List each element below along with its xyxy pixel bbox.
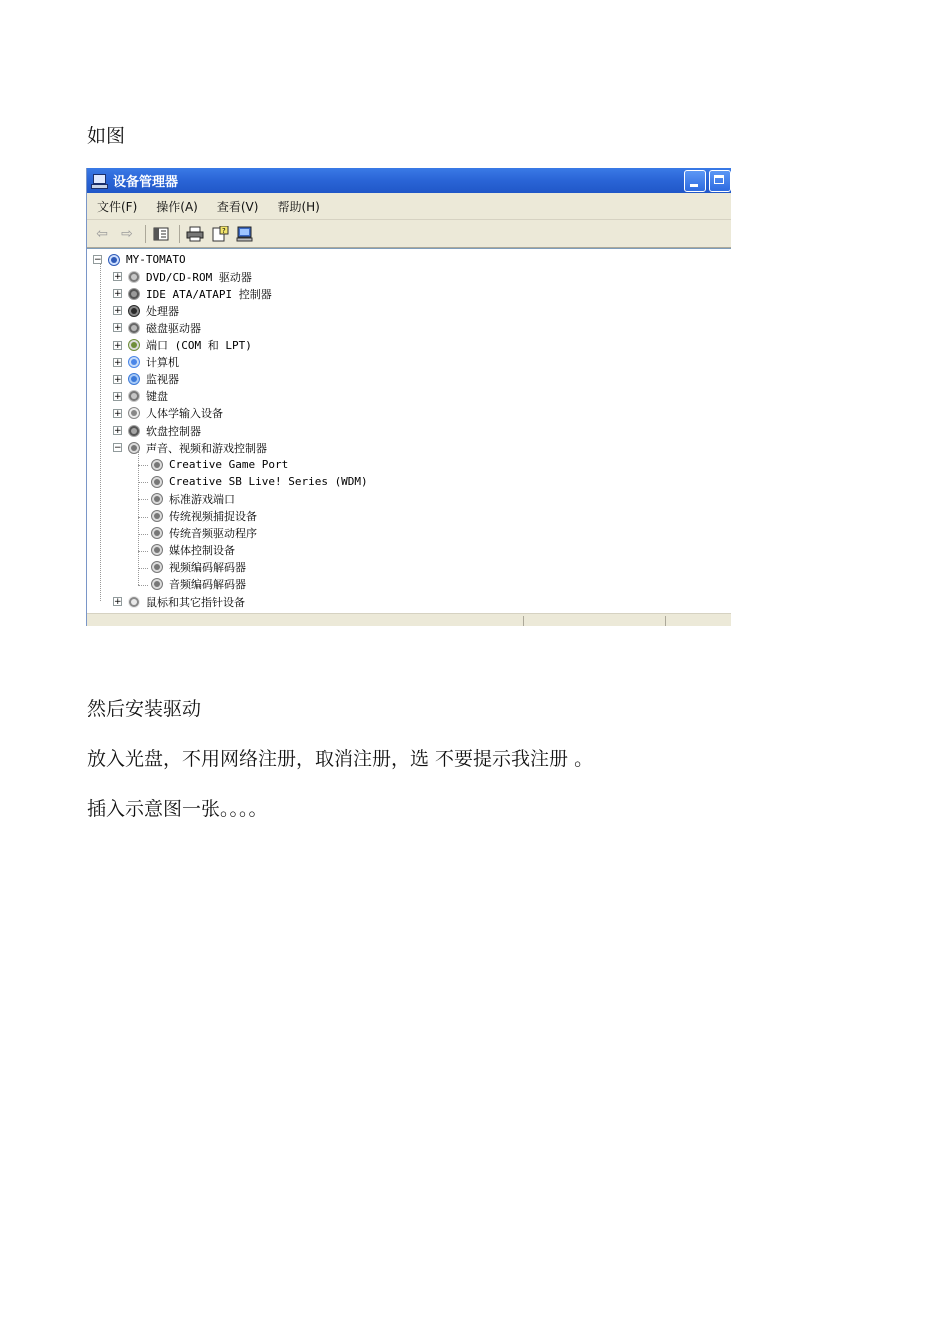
tree-device[interactable] — [149, 542, 235, 559]
device-manager-screenshot — [86, 168, 731, 626]
tree-category[interactable] — [113, 302, 179, 319]
tree-category[interactable] — [113, 337, 252, 354]
properties-pane-icon[interactable] — [150, 224, 172, 244]
sound-icon — [126, 441, 142, 455]
expand-toggle-icon[interactable]: + — [114, 272, 122, 283]
tree-item-label: 音频编码解码器 — [169, 578, 246, 592]
device-tree — [87, 248, 731, 614]
window-title: 设备管理器 — [113, 175, 179, 190]
sound-icon — [149, 526, 165, 540]
tree-item-label: MY-TOMATO — [126, 253, 186, 266]
collapse-toggle-icon[interactable]: − — [94, 255, 102, 265]
maximize-button[interactable] — [709, 170, 731, 192]
tree-device[interactable] — [149, 490, 235, 507]
tree-item-label: 人体学输入设备 — [146, 407, 223, 421]
tree-category[interactable] — [113, 319, 201, 336]
tree-item-label: 传统视频捕捉设备 — [169, 510, 257, 523]
tree-category[interactable] — [113, 354, 179, 371]
sound-icon — [149, 509, 165, 523]
tree-item-label: 声音、视频和游戏控制器 — [146, 441, 267, 455]
floppy-controller-icon — [126, 424, 142, 438]
tree-device[interactable] — [149, 508, 257, 525]
tree-device[interactable] — [149, 473, 368, 490]
tree-item-label: 处理器 — [146, 304, 179, 318]
menu-view[interactable]: 查看(V) — [216, 199, 259, 214]
minimize-button[interactable] — [684, 170, 706, 192]
tree-connector — [138, 499, 148, 500]
toolbar — [87, 220, 731, 248]
tree-item-label: 传统音频驱动程序 — [169, 527, 257, 541]
port-icon — [126, 338, 142, 352]
tree-device[interactable] — [149, 456, 288, 473]
tree-connector — [138, 517, 148, 518]
tree-category[interactable] — [113, 422, 201, 439]
tree-item-label: 键盘 — [146, 390, 168, 404]
tree-device[interactable] — [149, 576, 246, 593]
sound-icon — [149, 560, 165, 574]
sound-icon — [149, 577, 165, 591]
toolbar-separator — [179, 225, 180, 243]
hid-icon — [126, 406, 142, 420]
tree-device[interactable] — [149, 559, 246, 576]
tree-item-label: 计算机 — [146, 356, 179, 370]
svg-text:?: ? — [222, 226, 226, 235]
tree-root[interactable] — [93, 251, 186, 268]
menu-action[interactable]: 操作(A) — [156, 199, 198, 214]
monitor-icon — [126, 372, 142, 386]
tree-item-label: DVD/CD-ROM 驱动器 — [146, 270, 252, 284]
tree-connector — [138, 585, 148, 586]
keyboard-icon — [126, 389, 142, 403]
tree-connector — [138, 568, 148, 569]
print-icon[interactable] — [184, 224, 206, 244]
expand-toggle-icon[interactable]: + — [114, 374, 122, 385]
tree-item-label: 磁盘驱动器 — [146, 321, 201, 335]
menu-file[interactable]: 文件(F) — [97, 199, 138, 214]
toolbar-separator — [145, 225, 146, 243]
tree-category[interactable] — [113, 388, 168, 405]
sound-icon — [149, 475, 165, 489]
sound-icon — [149, 492, 165, 506]
tree-category[interactable] — [113, 593, 245, 610]
expand-toggle-icon[interactable]: + — [114, 323, 122, 334]
ide-controller-icon — [126, 287, 142, 301]
tree-item-label: 软盘控制器 — [146, 424, 201, 438]
expand-toggle-icon[interactable]: + — [114, 306, 122, 317]
back-arrow-icon[interactable]: ⇦ — [96, 225, 108, 242]
tree-category[interactable] — [113, 439, 267, 456]
tree-category[interactable] — [113, 285, 272, 302]
tree-connector — [138, 482, 148, 483]
expand-toggle-icon[interactable]: + — [114, 426, 122, 436]
expand-toggle-icon[interactable]: + — [114, 340, 122, 351]
tree-item-label: 标准游戏端口 — [169, 492, 235, 506]
tree-device[interactable] — [149, 525, 257, 542]
expand-toggle-icon[interactable]: + — [114, 289, 122, 300]
tree-connector — [138, 465, 148, 466]
expand-toggle-icon[interactable]: + — [114, 391, 122, 402]
tree-item-label: 视频编码解码器 — [169, 561, 246, 575]
tree-item-label: Creative SB Live! Series (WDM) — [169, 475, 368, 489]
tree-item-label: 监视器 — [146, 373, 179, 387]
tree-connector — [100, 261, 101, 601]
tree-connector — [138, 551, 148, 552]
menu-help[interactable]: 帮助(H) — [277, 199, 320, 214]
tree-item-label: 端口 (COM 和 LPT) — [146, 339, 252, 352]
computer-icon — [126, 355, 142, 369]
sound-icon — [149, 543, 165, 557]
tree-category[interactable] — [113, 268, 252, 285]
help-icon[interactable] — [209, 224, 231, 244]
diagram-note: 插入示意图一张。。。。 — [87, 798, 268, 820]
scan-hardware-icon[interactable] — [234, 224, 256, 244]
cdrom-icon — [126, 270, 142, 284]
processor-icon — [126, 304, 142, 318]
tree-item-label: IDE ATA/ATAPI 控制器 — [146, 287, 272, 301]
sound-icon — [149, 458, 165, 472]
disk-drive-icon — [126, 321, 142, 335]
tree-connector — [138, 452, 139, 585]
tree-item-label: 媒体控制设备 — [169, 544, 235, 558]
tree-category[interactable] — [113, 405, 223, 422]
install-heading: 然后安装驱动 — [87, 698, 202, 720]
collapse-toggle-icon[interactable]: − — [114, 443, 122, 454]
tree-item-label: Creative Game Port — [169, 458, 289, 472]
forward-arrow-icon[interactable]: ⇨ — [121, 225, 133, 242]
mouse-icon — [126, 595, 142, 609]
root-computer-icon — [106, 253, 122, 267]
expand-toggle-icon[interactable]: + — [114, 357, 122, 368]
intro-text: 如图 — [87, 125, 126, 147]
tree-category[interactable] — [113, 371, 179, 388]
tree-connector — [138, 534, 148, 535]
tree-item-label: 鼠标和其它指针设备 — [146, 595, 245, 609]
computer-icon — [91, 174, 107, 188]
title-bar — [87, 168, 731, 193]
menu-bar — [87, 193, 731, 220]
expand-toggle-icon[interactable]: + — [114, 597, 122, 607]
install-instruction: 放入光盘，不用网络注册，取消注册，选 不要提示我注册 。 — [87, 748, 594, 770]
expand-toggle-icon[interactable]: + — [114, 408, 122, 419]
status-bar — [87, 613, 731, 626]
